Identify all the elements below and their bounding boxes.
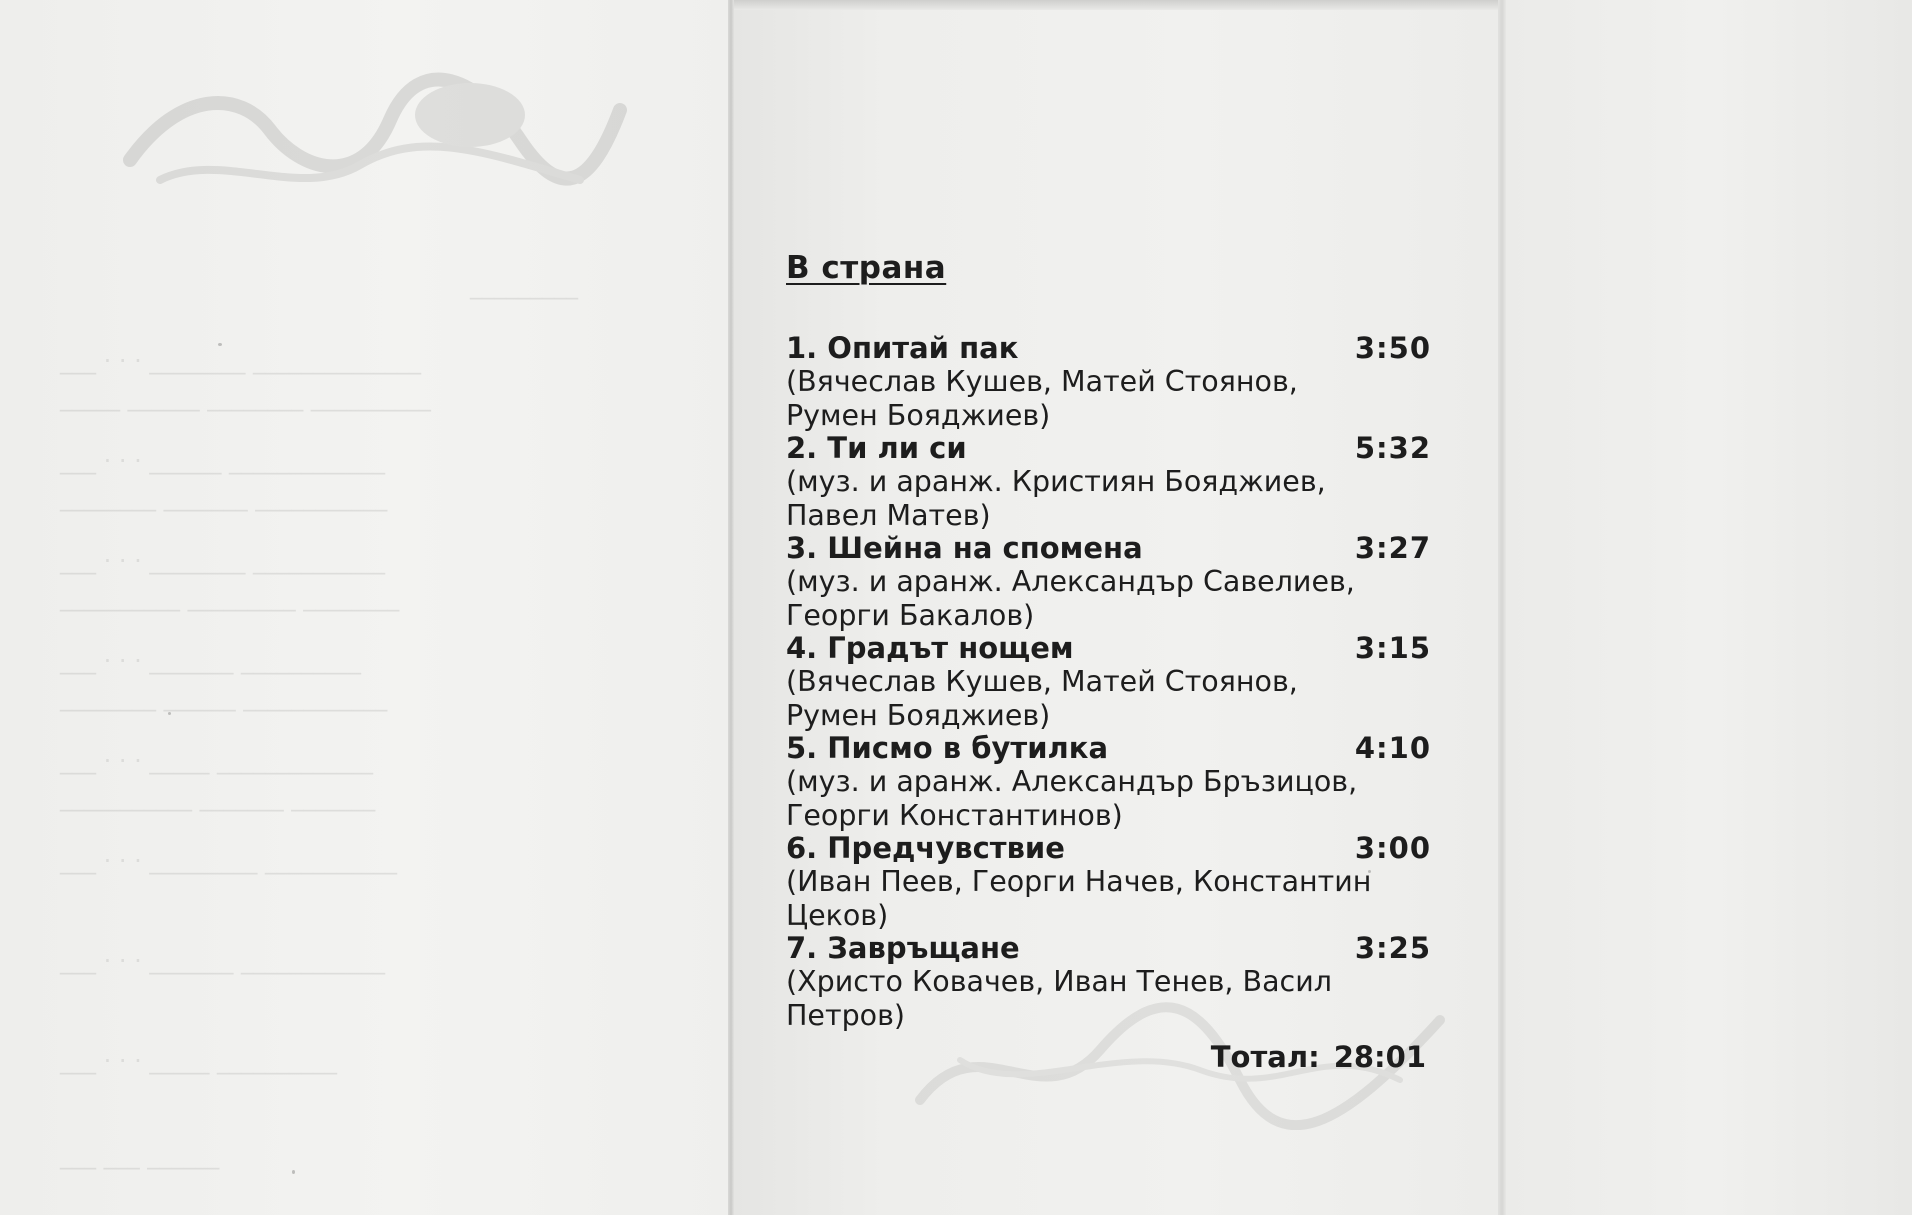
bleed-through-text: ______________ ________ · · · ___ bbox=[60, 347, 422, 375]
bleed-through-text: _________ bbox=[470, 272, 578, 300]
track-credits: (муз. и аранж. Кристиян Бояджиев, Павел Матев) bbox=[786, 465, 1326, 532]
bleed-through-text: ___________ ________ · · · ___ bbox=[60, 547, 386, 575]
track-item bbox=[786, 332, 1431, 432]
bleed-through-text: _____________ _____ · · · ___ bbox=[60, 747, 374, 775]
bleed-through-text: __________ _______ · · · ___ bbox=[60, 647, 362, 675]
bleed-through-text: __________ ________ ______ _____ bbox=[60, 384, 431, 412]
track-duration: 3:27 bbox=[1354, 531, 1431, 565]
track-credits: (Вячеслав Кушев, Матей Стоянов, Румен Бояджиев) bbox=[786, 365, 1298, 432]
track-credits: (Христо Ковачев, Иван Тенев, Васил Петров) bbox=[786, 965, 1332, 1032]
bleed-through-text: ___________ _______ ________ bbox=[60, 484, 388, 512]
bleed-through-text: ________ _________ __________ bbox=[60, 584, 400, 612]
left-panel bbox=[0, 0, 732, 1215]
bleed-through-text: ______ ___ ___ bbox=[60, 1142, 220, 1170]
fold-crease bbox=[1498, 0, 1506, 1215]
track-duration: 3:15 bbox=[1354, 631, 1431, 665]
track-item bbox=[786, 732, 1431, 832]
track-duration: 4:10 bbox=[1354, 731, 1431, 765]
paper-speck bbox=[292, 1170, 295, 1174]
side-title: В страна bbox=[786, 250, 947, 286]
track-credits: (муз. и аранж. Александър Бръзицов, Георги Константинов) bbox=[786, 765, 1358, 832]
track-item bbox=[786, 432, 1431, 532]
paper-speck bbox=[168, 712, 171, 715]
track-credits: (Вячеслав Кушев, Матей Стоянов, Румен Бояджиев) bbox=[786, 665, 1298, 732]
bleed-through-text: _____________ ______ · · · ___ bbox=[60, 447, 386, 475]
top-edge-shadow bbox=[734, 0, 1500, 10]
track-title: 4. Градът нощем bbox=[786, 631, 1074, 665]
bleed-through-text: _______ _______ ___________ bbox=[60, 784, 376, 812]
track-duration: 3:50 bbox=[1354, 331, 1431, 365]
track-title: 2. Ти ли си bbox=[786, 431, 967, 465]
bleed-through-text: __________ _____ · · · ___ bbox=[60, 1047, 338, 1075]
track-duration: 3:25 bbox=[1354, 931, 1431, 965]
right-panel bbox=[1506, 0, 1912, 1215]
track-credits: (Иван Пеев, Георги Начев, Константин Цеков) bbox=[786, 865, 1372, 932]
track-title: 3. Шейна на спомена bbox=[786, 531, 1143, 565]
total-label: Тотал: bbox=[1210, 1040, 1320, 1074]
track-title: 6. Предчувствие bbox=[786, 831, 1065, 865]
track-title: 1. Опитай пак bbox=[786, 331, 1019, 365]
total-duration bbox=[786, 1040, 1431, 1074]
paper-speck bbox=[218, 343, 222, 346]
bleed-through-text: ____________ _______ · · · ___ bbox=[60, 947, 386, 975]
tracklist bbox=[786, 250, 1431, 1074]
bleed-through-text: ____________ ______ ________ bbox=[60, 684, 388, 712]
track-item bbox=[786, 532, 1431, 632]
track-title: 7. Завръщане bbox=[786, 931, 1020, 965]
track-item bbox=[786, 932, 1431, 1032]
track-credits: (муз. и аранж. Александър Савелиев, Георги Бакалов) bbox=[786, 565, 1355, 632]
track-duration: 3:00 bbox=[1354, 831, 1431, 865]
bleed-through-text: ___________ _________ · · · ___ bbox=[60, 847, 398, 875]
track-duration: 5:32 bbox=[1354, 431, 1431, 465]
track-item bbox=[786, 632, 1431, 732]
total-value: 28:01 bbox=[1333, 1040, 1426, 1074]
bleed-through-logo bbox=[120, 70, 630, 210]
track-item bbox=[786, 832, 1431, 932]
track-title: 5. Писмо в бутилка bbox=[786, 731, 1109, 765]
